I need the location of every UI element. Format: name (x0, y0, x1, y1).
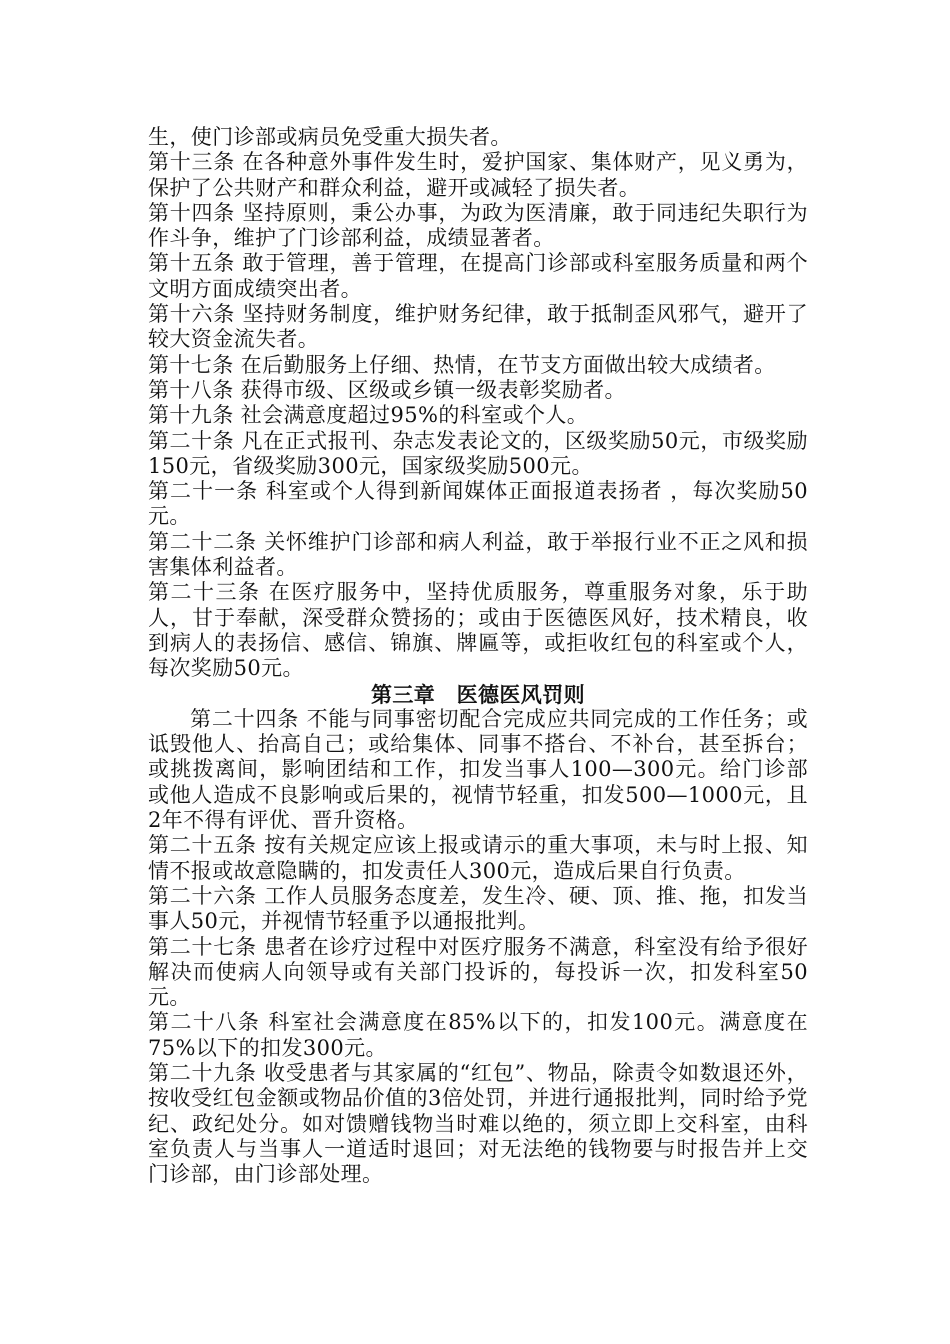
article-19: 第十九条 社会满意度超过95%的科室或个人。 (148, 403, 589, 428)
document-page (148, 125, 808, 1187)
article-24: 第二十四条 不能与同事密切配合完成应共同完成的工作任务；或诋毁他人、抬高自己；或给集体、同事不搭台、不补台，甚至拆台；或挑拨离间，影响团结和工作，扣发当事人100—300元。给门诊部或他人造成不良影响或后果的，视情节轻重，扣发500—1000元，且2年不得有评优、晋升资格。 (148, 706, 808, 833)
article-29: 第二十九条 收受患者与其家属的“红包”、物品，除责令如数退还外，按收受红包金额或物品价值的3倍处罚，并进行通报批判，同时给予党纪、政纪处分。如对馈赠钱物当时难以绝的，须立即上交科室，由科室负责人与当事人一道适时退回；对无法绝的钱物要与时报告并上交门诊部，由门诊部处理。 (148, 1060, 808, 1187)
article-23: 第二十三条 在医疗服务中，坚持优质服务，尊重服务对象，乐于助人，甘于奉献，深受群众赞扬的；或由于医德医风好，技术精良，收到病人的表扬信、感信、锦旗、牌匾等，或拒收红包的科室或个人，每次奖励50元。 (148, 580, 808, 681)
paragraph-continuation: 生，使门诊部或病员免受重大损失者。 (148, 125, 512, 149)
article-27: 第二十七条 患者在诊疗过程中对医疗服务不满意，科室没有给予很好解决而使病人向领导或有关部门投诉的，每投诉一次，扣发科室50元。 (148, 934, 808, 1010)
article-22: 第二十二条 关怀维护门诊部和病人利益，敢于举报行业不正之风和损害集体利益者。 (148, 529, 808, 580)
article-14: 第十四条 坚持原则，秉公办事，为政为医清廉，敢于同违纪失职行为作斗争，维护了门诊部利益，成绩显著者。 (148, 200, 808, 251)
article-26: 第二十六条 工作人员服务态度差，发生冷、硬、顶、推、拖，扣发当事人50元，并视情节轻重予以通报批判。 (148, 883, 808, 934)
chapter-title: 第三章 医德医风罚则 (371, 681, 585, 707)
article-20: 第二十条 凡在正式报刊、杂志发表论文的，区级奖励50元，市级奖励150元，省级奖励300元，国家级奖励500元。 (148, 428, 808, 478)
article-13: 第十三条 在各种意外事件发生时，爱护国家、集体财产，见义勇为，保护了公共财产和群众利益，避开或减轻了损失者。 (148, 150, 808, 200)
article-25: 第二十五条 按有关规定应该上报或请示的重大事项，未与时上报、知情不报或故意隐瞒的，扣发责任人300元，造成后果自行负责。 (148, 833, 808, 883)
article-15: 第十五条 敢于管理，善于管理，在提高门诊部或科室服务质量和两个文明方面成绩突出者。 (148, 251, 808, 301)
article-16: 第十六条 坚持财务制度，维护财务纪律，敢于抵制歪风邪气，避开了较大资金流失者。 (148, 302, 808, 352)
article-21: 第二十一条 科室或个人得到新闻媒体正面报道表扬者 ，每次奖励50元。 (148, 479, 808, 529)
article-17: 第十七条 在后勤服务上仔细、热情，在节支方面做出较大成绩者。 (148, 352, 776, 377)
article-28: 第二十八条 科室社会满意度在85%以下的，扣发100元。满意度在75%以下的扣发300元。 (148, 1010, 808, 1060)
article-18: 第十八条 获得市级、区级或乡镇一级表彰奖励者。 (148, 377, 626, 402)
